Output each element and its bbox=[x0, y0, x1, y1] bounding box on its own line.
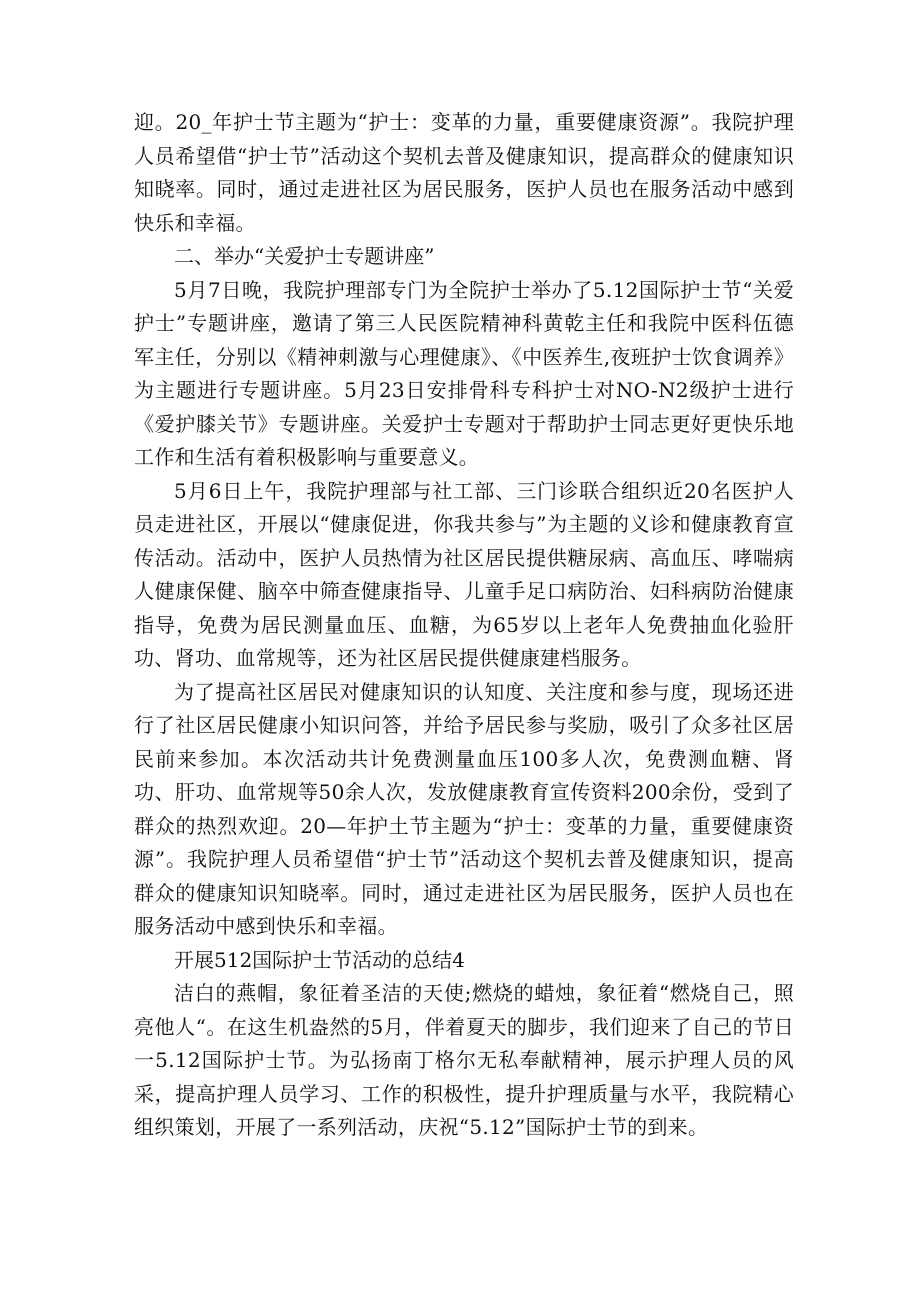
paragraph-nurses-day-intro: 洁白的燕帽，象征着圣洁的天使;燃烧的蜡烛，象征着“燃烧自己，照亮他人“。在这生机盎然的5月，伴着夏天的脚步，我们迎来了自己的节日一5.12国际护士节。为弘扬南丁格尔无私奉献精神，展示护理人员的风采，提高护理人员学习、工作的积极性，提升护理质量与水平，我院精心组织策划，开展了一系列活动，庆祝“5.12”国际护士节的到来。 bbox=[134, 981, 794, 1139]
paragraph-knowledge-quiz: 为了提高社区居民对健康知识的认知度、关注度和参与度，现场还进行了社区居民健康小知识问答，并给予居民参与奖励，吸引了众多社区居民前来参加。本次活动共计免费测量血压100多人次，免费测血糖、肾功、肝功、血常规等50余人次，发放健康教育宣传资料200余份，受到了群众的热烈欢迎。20—年护土节主题为“护士：变革的力量，重要健康资源”。我院护理人员希望借“护士节”活动这个契机去普及健康知识，提高群众的健康知识知晓率。同时，通过走进社区为居民服务，医护人员也在服务活动中感到快乐和幸福。 bbox=[134, 679, 794, 938]
section-heading-summary-4: 开展512国际护士节活动的总结4 bbox=[174, 947, 465, 972]
paragraph-continuation: 迎。20_年护士节主题为“护士：变革的力量，重要健康资源”。我院护理人员希望借“护士节”活动这个契机去普及健康知识，提高群众的健康知识知晓率。同时，通过走进社区为居民服务，医护人员也在服务活动中感到快乐和幸福。 bbox=[134, 110, 794, 235]
document-body bbox=[134, 106, 794, 1145]
paragraph-lecture: 5月7日晚，我院护理部专门为全院护士举办了5.12国际护士节“关爱护士”专题讲座，邀请了第三人民医院精神科黄乾主任和我院中医科伍德军主任，分别以《精神刺激与心理健康》、《中医养生,夜班护士饮食调养》为主题进行专题讲座。5月23日安排骨科专科护士对NO-N2级护士进行《爱护膝关节》专题讲座。关爱护士专题对于帮助护士同志更好更快乐地工作和生活有着积极影响与重要意义。 bbox=[134, 277, 794, 469]
section-heading-lecture: 二、举办“关爱护士专题讲座” bbox=[174, 244, 435, 268]
paragraph-community: 5月6日上午，我院护理部与社工部、三门诊联合组织近20名医护人员走进社区，开展以“健康促进，你我共参与”为主题的义诊和健康教育宣传活动。活动中，医护人员热情为社区居民提供糖尿病、高血压、哮喘病人健康保健、脑卒中筛查健康指导、儿童手足口病防治、妇科病防治健康指导，免费为居民测量血压、血糖，为65岁以上老年人免费抽血化验肝功、肾功、血常规等，还为社区居民提供健康建档服务。 bbox=[134, 478, 794, 670]
